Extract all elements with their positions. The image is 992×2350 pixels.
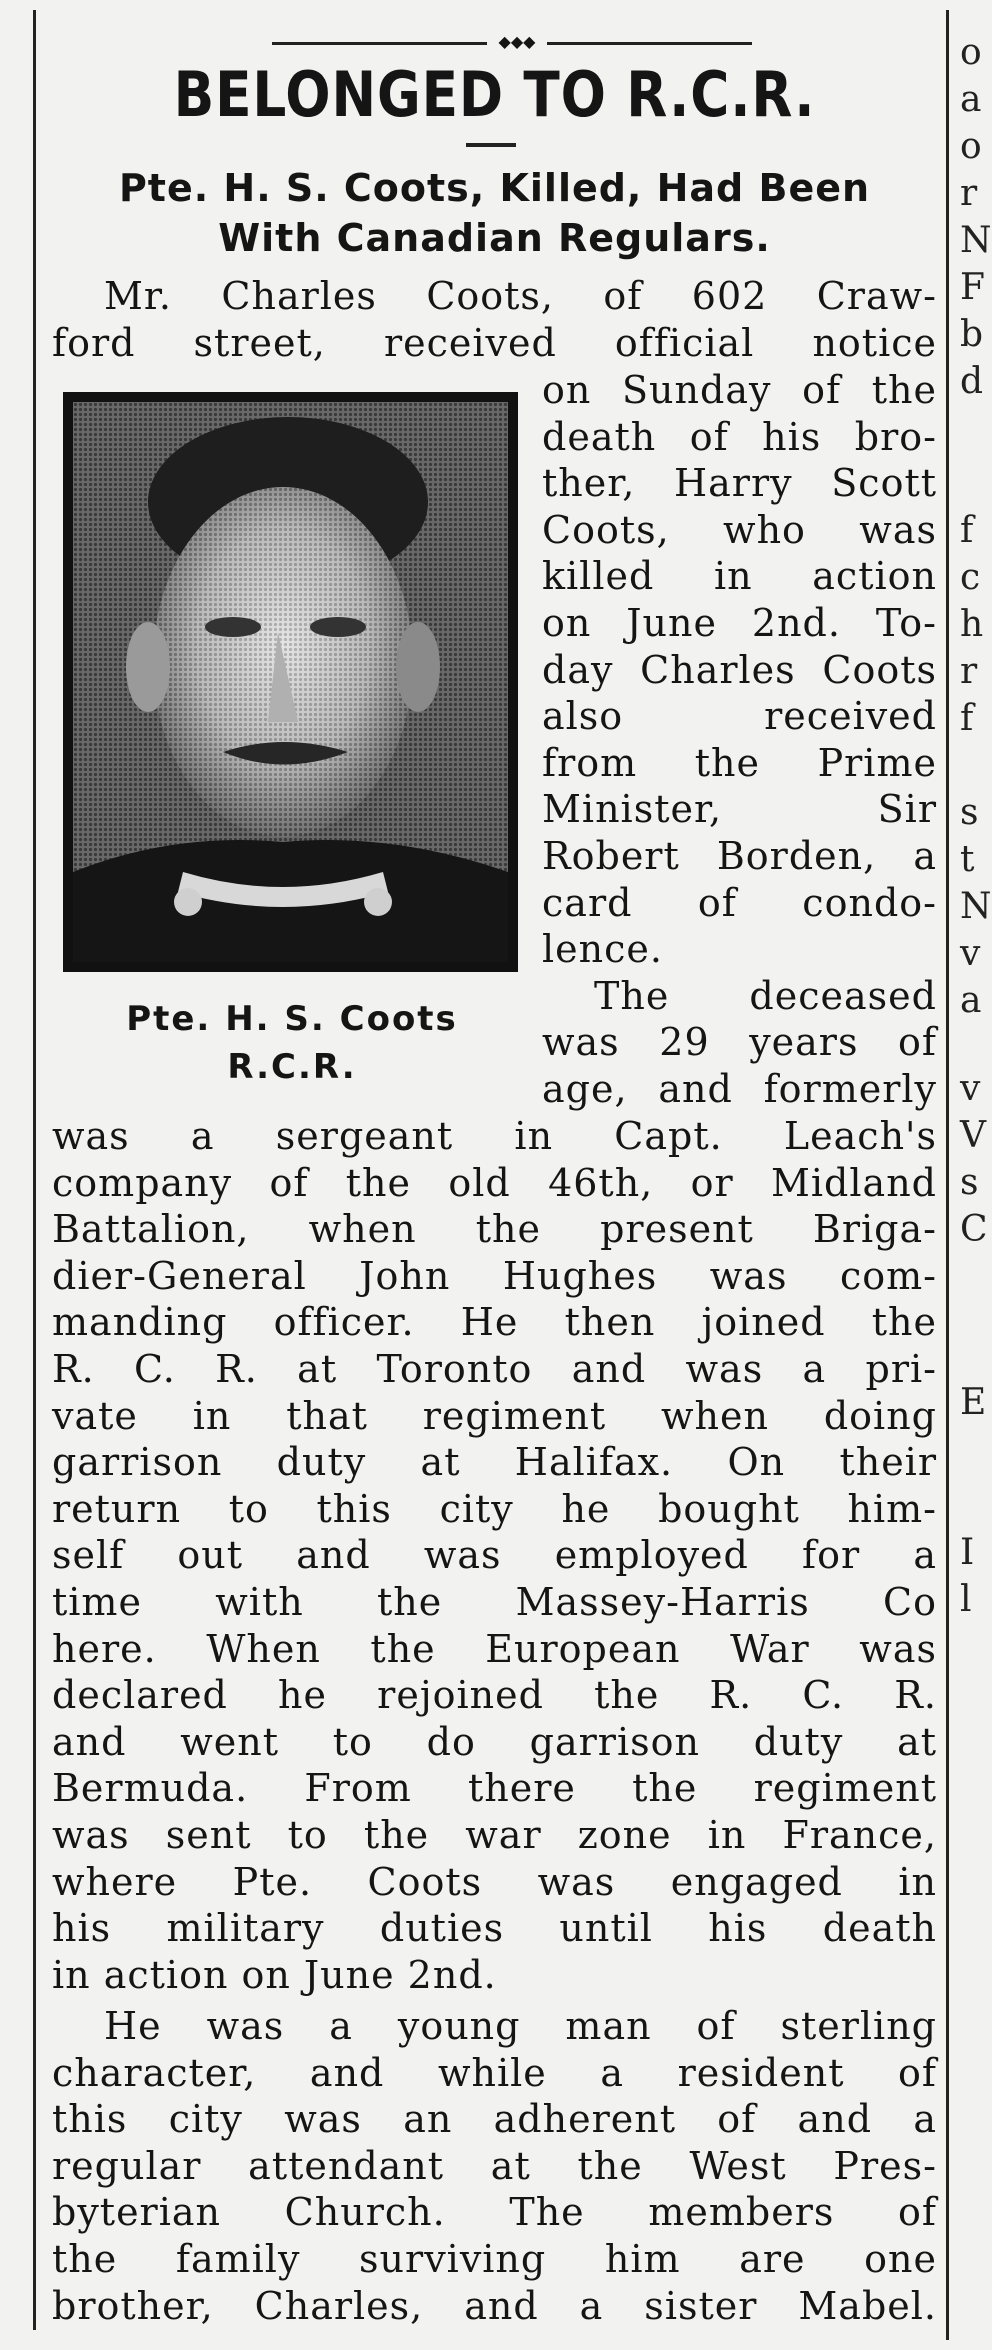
column-rule-left: [33, 10, 36, 2330]
portrait-photo-image: [73, 402, 508, 962]
text-line: dier-General John Hughes was com-: [52, 1253, 937, 1298]
fragment-letter: F: [960, 267, 985, 308]
text-line: return to this city he bought him-: [52, 1486, 937, 1531]
photo-caption: [52, 995, 532, 1091]
text-line: regular attendant at the West Pres-: [52, 2143, 937, 2188]
text-line: here. When the European War was: [52, 1626, 937, 1671]
adjacent-column-fragments: [958, 0, 992, 2350]
text-line: lence.: [542, 927, 663, 972]
text-line: ford street, received official notice: [52, 320, 937, 365]
subheadline: [52, 163, 937, 263]
text-line: brother, Charles, and a sister Mabel.: [52, 2283, 937, 2328]
paragraph-2: [52, 1113, 937, 1998]
fragment-letter: c: [960, 557, 981, 598]
article-column: [52, 0, 937, 2350]
paragraph-1-full-width: [52, 273, 937, 366]
fragment-letter: E: [960, 1382, 987, 1423]
fragment-letter: a: [960, 79, 982, 120]
fragment-letter: V: [960, 1115, 986, 1156]
fragment-letter: o: [960, 126, 982, 167]
ornamental-rule: ◆◆◆: [272, 40, 752, 46]
text-line: from the Prime: [542, 740, 937, 785]
text-line: the family surviving him are one: [52, 2236, 937, 2281]
fragment-letter: a: [960, 980, 982, 1021]
fragment-letter: d: [960, 361, 984, 402]
text-line: Mr. Charles Coots, of 602 Craw-: [104, 274, 937, 318]
fragment-letter: N: [960, 220, 992, 261]
text-line: card of condo-: [542, 880, 937, 925]
fragment-letter: s: [960, 1162, 979, 1203]
text-line: this city was an adherent of and a: [52, 2097, 937, 2142]
text-line: also received: [542, 694, 937, 739]
paragraph-1-wrapped: [542, 367, 937, 1113]
text-line: Coots, who was: [542, 507, 937, 552]
text-line: company of the old 46th, or Midland: [52, 1160, 937, 1205]
fragment-letter: v: [960, 1068, 981, 1109]
fragment-letter: t: [960, 839, 975, 880]
text-line: declared he rejoined the R. C. R.: [52, 1673, 937, 1718]
text-line: ther, Harry Scott: [542, 461, 937, 506]
text-line: character, and while a resident of: [52, 2050, 937, 2095]
text-line: Battalion, when the present Briga-: [52, 1207, 937, 1252]
text-line: The deceased: [594, 973, 937, 1018]
fragment-letter: f: [960, 510, 974, 551]
paragraph-3: [52, 2003, 937, 2329]
text-line: self out and was employed for a: [52, 1533, 937, 1578]
text-line: killed in action: [542, 554, 937, 599]
text-line: time with the Massey-Harris Co: [52, 1579, 937, 1624]
fragment-letter: o: [960, 32, 982, 73]
text-line: in action on June 2nd.: [52, 1952, 497, 1997]
fragment-letter: l: [960, 1579, 972, 1620]
fragment-letter: h: [960, 604, 984, 645]
text-line: was a sergeant in Capt. Leach's: [52, 1114, 937, 1158]
text-line: his military duties until his death: [52, 1906, 937, 1951]
fragment-letter: r: [960, 173, 978, 214]
text-line: was sent to the war zone in France,: [52, 1812, 937, 1857]
text-line: age, and formerly: [542, 1066, 937, 1111]
text-line: Minister, Sir: [542, 787, 937, 832]
subheadline-line: With Canadian Regulars.: [218, 216, 771, 260]
text-line: Robert Borden, a: [542, 833, 937, 878]
text-line: byterian Church. The members of: [52, 2190, 937, 2235]
portrait-photo: [63, 392, 518, 972]
caption-line: R.C.R.: [227, 1047, 357, 1087]
text-line: and went to do garrison duty at: [52, 1719, 937, 1764]
text-line: Bermuda. From there the regiment: [52, 1766, 937, 1811]
text-line: garrison duty at Halifax. On their: [52, 1440, 937, 1485]
text-line: R. C. R. at Toronto and was a pri-: [52, 1346, 937, 1391]
fragment-letter: C: [960, 1209, 988, 1250]
headline: BELONGED TO R.C.R.: [173, 58, 816, 131]
fragment-letter: r: [960, 651, 978, 692]
fragment-letter: f: [960, 698, 974, 739]
text-line: death of his bro-: [542, 414, 937, 459]
text-line: on Sunday of the: [542, 368, 937, 412]
fragment-letter: s: [960, 792, 979, 833]
subheadline-line: Pte. H. S. Coots, Killed, Had Been: [118, 166, 871, 210]
headline-divider: [466, 143, 516, 147]
text-line: manding officer. He then joined the: [52, 1300, 937, 1345]
fragment-letter: b: [960, 314, 984, 355]
column-rule-right: [946, 10, 949, 2340]
fragment-letter: I: [960, 1532, 975, 1573]
text-line: vate in that regiment when doing: [52, 1393, 937, 1438]
fragment-letter: N: [960, 886, 992, 927]
text-line: day Charles Coots: [542, 647, 937, 692]
caption-line: Pte. H. S. Coots: [126, 999, 458, 1039]
text-line: He was a young man of sterling: [104, 2004, 937, 2048]
text-line: on June 2nd. To-: [542, 600, 937, 645]
text-line: where Pte. Coots was engaged in: [52, 1859, 937, 1904]
fragment-letter: v: [960, 933, 981, 974]
text-line: was 29 years of: [542, 1020, 937, 1065]
